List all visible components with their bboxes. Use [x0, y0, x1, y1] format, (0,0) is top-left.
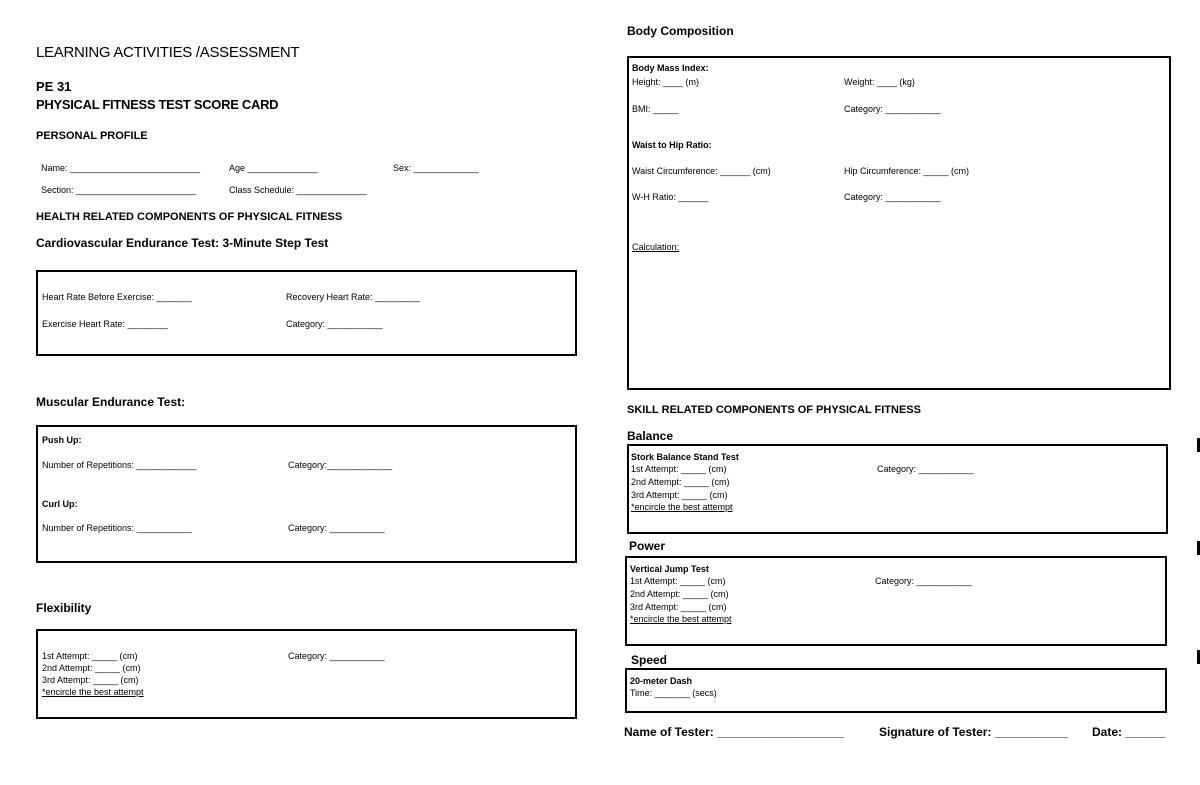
balance-box — [627, 444, 1168, 534]
balance-note: *encircle the best attempt — [631, 502, 733, 512]
curlup-title: Curl Up: — [42, 499, 78, 509]
health-components-heading: HEALTH RELATED COMPONENTS OF PHYSICAL FITNESS — [36, 211, 343, 223]
section-field[interactable]: Section: ________________________ — [41, 185, 197, 195]
skill-components-heading: SKILL RELATED COMPONENTS OF PHYSICAL FITNESS — [627, 404, 921, 416]
power-attempt-3[interactable]: 3rd Attempt: _____ (cm) — [630, 602, 727, 612]
muscular-heading: Muscular Endurance Test: — [36, 395, 186, 409]
course-code: PE 31 — [36, 79, 72, 94]
hr-before-field[interactable]: Heart Rate Before Exercise: _______ — [42, 292, 192, 302]
power-note: *encircle the best attempt — [630, 614, 732, 624]
flex-attempt-3[interactable]: 3rd Attempt: _____ (cm) — [42, 675, 139, 685]
power-attempt-1[interactable]: 1st Attempt: _____ (cm) — [630, 576, 726, 586]
speed-heading: Speed — [631, 653, 668, 667]
wh-ratio-field[interactable]: W-H Ratio: ______ — [632, 192, 709, 202]
tester-name-field[interactable]: Name of Tester: ___________________ — [624, 725, 844, 739]
tester-signature-field[interactable]: Signature of Tester: ___________ — [879, 725, 1069, 739]
muscular-box — [36, 425, 577, 563]
balance-attempt-2[interactable]: 2nd Attempt: _____ (cm) — [631, 477, 730, 487]
balance-heading: Balance — [627, 429, 674, 443]
recovery-hr-field[interactable]: Recovery Heart Rate: _________ — [286, 292, 421, 302]
speed-test-title: 20-meter Dash — [630, 676, 693, 686]
flex-attempt-2[interactable]: 2nd Attempt: _____ (cm) — [42, 663, 141, 673]
bmi-title: Body Mass Index: — [632, 63, 709, 73]
balance-test-title: Stork Balance Stand Test — [631, 452, 739, 462]
calculation-label: Calculation: — [632, 242, 680, 252]
personal-profile-heading: PERSONAL PROFILE — [36, 130, 148, 142]
pushup-category-field[interactable]: Category:_____________ — [288, 460, 393, 470]
body-composition-box — [627, 56, 1171, 390]
curlup-category-field[interactable]: Category: ___________ — [288, 523, 385, 533]
balance-attempt-1[interactable]: 1st Attempt: _____ (cm) — [631, 464, 727, 474]
flex-note: *encircle the best attempt — [42, 687, 144, 697]
exercise-hr-field[interactable]: Exercise Heart Rate: ________ — [42, 319, 168, 329]
flex-category-field[interactable]: Category: ___________ — [288, 651, 385, 661]
whr-category-field[interactable]: Category: ___________ — [844, 192, 941, 202]
power-category-field[interactable]: Category: ___________ — [875, 576, 972, 586]
bmi-category-field[interactable]: Category: ___________ — [844, 104, 941, 114]
name-field[interactable]: Name: __________________________ — [41, 163, 201, 173]
hip-field[interactable]: Hip Circumference: _____ (cm) — [844, 166, 970, 176]
pushup-reps-field[interactable]: Number of Repetitions: ____________ — [42, 460, 197, 470]
cardio-category-field[interactable]: Category: ___________ — [286, 319, 383, 329]
power-box — [625, 556, 1167, 646]
height-field[interactable]: Height: ____ (m) — [632, 77, 700, 87]
balance-attempt-3[interactable]: 3rd Attempt: _____ (cm) — [631, 490, 728, 500]
flexibility-box — [36, 629, 577, 719]
curlup-reps-field[interactable]: Number of Repetitions: ___________ — [42, 523, 192, 533]
cardio-heading: Cardiovascular Endurance Test: 3-Minute Step Test — [36, 236, 329, 250]
power-test-title: Vertical Jump Test — [630, 564, 709, 574]
speed-box — [625, 668, 1167, 713]
cardio-box — [36, 270, 577, 356]
speed-time-field[interactable]: Time: _______ (secs) — [630, 688, 717, 698]
body-composition-heading: Body Composition — [627, 24, 734, 38]
activity-label: LEARNING ACTIVITIES /ASSESSMENT — [36, 44, 300, 61]
pushup-title: Push Up: — [42, 435, 82, 445]
waist-field[interactable]: Waist Circumference: ______ (cm) — [632, 166, 771, 176]
bmi-field[interactable]: BMI: _____ — [632, 104, 679, 114]
sex-field[interactable]: Sex: _____________ — [393, 163, 479, 173]
age-field[interactable]: Age ______________ — [229, 163, 318, 173]
weight-field[interactable]: Weight: ____ (kg) — [844, 77, 915, 87]
flex-attempt-1[interactable]: 1st Attempt: _____ (cm) — [42, 651, 138, 661]
whr-title: Waist to Hip Ratio: — [632, 140, 712, 150]
power-heading: Power — [629, 539, 666, 553]
power-attempt-2[interactable]: 2nd Attempt: _____ (cm) — [630, 589, 729, 599]
page-title: PHYSICAL FITNESS TEST SCORE CARD — [36, 97, 279, 112]
class-schedule-field[interactable]: Class Schedule: ______________ — [229, 185, 367, 195]
flexibility-heading: Flexibility — [36, 601, 92, 615]
balance-category-field[interactable]: Category: ___________ — [877, 464, 974, 474]
date-field[interactable]: Date: ______ — [1092, 725, 1166, 739]
